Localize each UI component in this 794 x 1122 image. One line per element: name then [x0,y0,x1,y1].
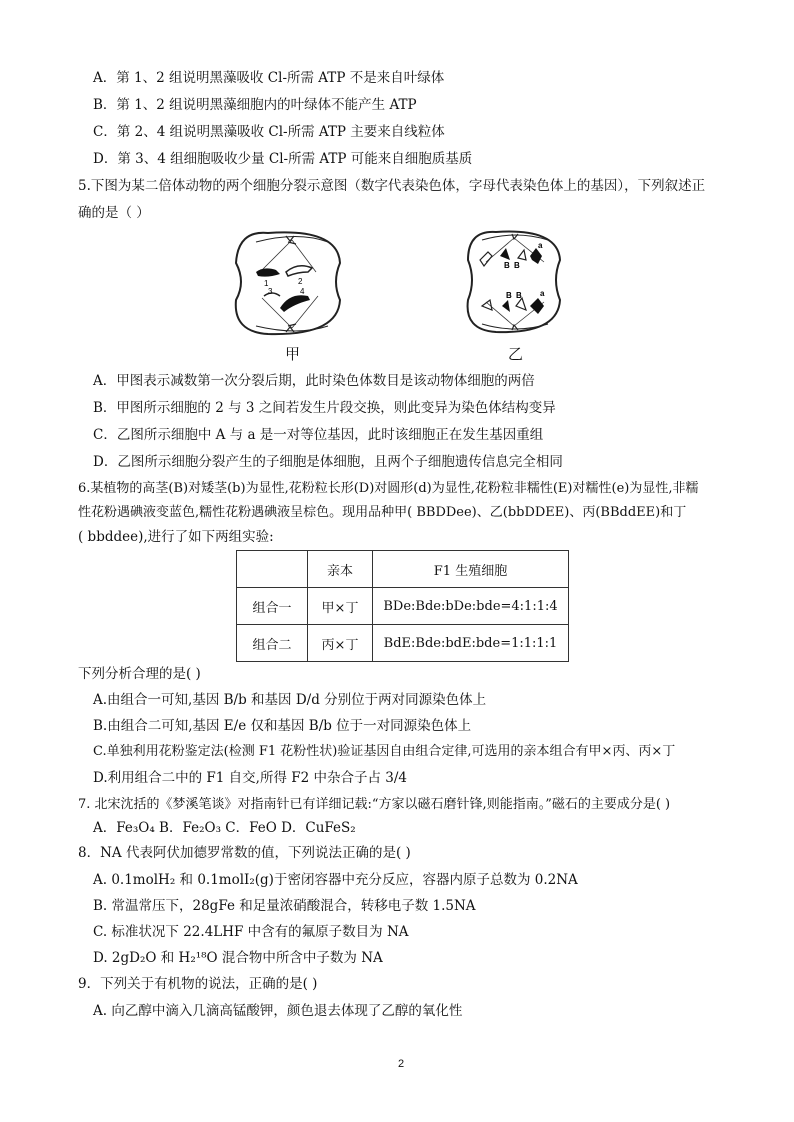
q8-option-a: A. 0.1molH₂ 和 0.1molI₂(g)于密闭容器中充分反应，容器内原子总数为 0.2NA [93,872,578,888]
figure-caption-yi: 乙 [508,345,524,363]
table-header-row [237,551,569,588]
q8-option-b: B. 常温常压下，28gFe 和足量浓硝酸混合，转移电子数 1.5NA [93,898,476,914]
table-row [237,625,569,662]
label-2: 2 [298,277,303,286]
q6-stem-line1: 6.某植物的高茎(B)对矮茎(b)为显性,花粉粒长形(D)对圆形(d)为显性,花粉粒非糯性(E)对糯性(e)为显性,非糯 [78,481,699,496]
q6-option-c: C.单独利用花粉鉴定法(检测 F1 花粉性状)验证基因自由组合定律,可选用的亲本组合有甲×丙、丙×丁 [93,744,676,759]
q4-option-a: A．第 1、2 组说明黑藻吸收 Cl-所需 ATP 不是来自叶绿体 [93,70,445,86]
q6-option-a: A.由组合一可知,基因 B/b 和基因 D/d 分别位于两对同源染色体上 [93,692,487,708]
figure-caption-jia: 甲 [285,345,301,363]
table-cell: 组合二 [237,625,308,662]
q6-stem-line2: 性花粉遇碘液变蓝色,糯性花粉遇碘液呈棕色。现用品种甲( BBDDee)、乙(bbDDEE)、丙(BBddEE)和丁 [78,505,687,520]
q4-option-b: B．第 1、2 组说明黑藻细胞内的叶绿体不能产生 ATP [93,97,417,113]
table-row [237,588,569,625]
label-a-lower: a [540,289,545,298]
label-b-lower-2: B [516,291,522,300]
table-header-cell: F1 生殖细胞 [373,551,569,588]
q8-option-d: D. 2gD₂O 和 H₂¹⁸O 混合物中所含中子数为 NA [93,950,383,966]
q6-option-d: D.利用组合二中的 F1 自交,所得 F2 中杂合子占 3/4 [93,770,408,786]
label-4: 4 [300,287,305,296]
q5-option-b: B．甲图所示细胞的 2 与 3 之间若发生片段交换，则此变异为染色体结构变异 [93,400,556,416]
cell-division-figure-jia [228,228,358,340]
label-a-upper: a [538,241,543,250]
q8-stem: 8．NA 代表阿伏加德罗常数的值，下列说法正确的是( ) [78,845,411,861]
q4-option-d: D．第 3、4 组细胞吸收少量 Cl-所需 ATP 可能来自细胞质基质 [93,151,473,167]
table-cell: BDe:Bde:bDe:bde=4:1:1:4 [373,588,569,625]
table-header-cell: 亲本 [308,551,373,588]
cell-division-figure-yi [460,226,572,338]
page-number: 2 [398,1058,405,1070]
label-b-lower-1: B [506,291,512,300]
q6-stem-line3: ( bbddee),进行了如下两组实验: [78,529,274,545]
f1-gamete-table [236,550,569,662]
q7-options: A．Fe₃O₄ B．Fe₂O₃ C．FeO D．CuFeS₂ [93,820,356,836]
table-cell: 丙×丁 [308,625,373,662]
q8-option-c: C. 标准状况下 22.4LHF 中含有的氟原子数目为 NA [93,924,409,940]
table-header-cell [237,551,308,588]
table-cell: BdE:Bde:bdE:bde=1:1:1:1 [373,625,569,662]
q9-option-a: A. 向乙醇中滴入几滴高锰酸钾，颜色退去体现了乙醇的氧化性 [93,1003,463,1019]
q5-stem-line2: 确的是（ ） [78,205,150,221]
q9-stem: 9．下列关于有机物的说法，正确的是( ) [78,976,318,992]
q5-stem-line1: 5.下图为某二倍体动物的两个细胞分裂示意图（数字代表染色体，字母代表染色体上的基因），下列叙述正 [78,178,706,194]
label-3: 3 [268,287,273,296]
q5-option-c: C．乙图所示细胞中 A 与 a 是一对等位基因，此时该细胞正在发生基因重组 [93,427,544,443]
q7-stem: 7. 北宋沈括的《梦溪笔谈》对指南针已有详细记载:“方家以磁石磨针锋,则能指南。”磁石的主要成分是( ) [78,797,671,812]
q4-option-c: C．第 2、4 组说明黑藻吸收 Cl-所需 ATP 主要来自线粒体 [93,124,445,140]
label-b-upper-2: B [514,261,520,270]
q5-option-d: D．乙图所示细胞分裂产生的子细胞是体细胞，且两个子细胞遗传信息完全相同 [93,454,563,470]
label-b-upper-1: B [504,261,510,270]
table-cell: 甲×丁 [308,588,373,625]
q5-option-a: A．甲图表示减数第一次分裂后期，此时染色体数目是该动物体细胞的两倍 [93,373,535,389]
label-1: 1 [264,279,269,288]
q6-ask: 下列分析合理的是( ) [78,666,201,682]
q6-option-b: B.由组合二可知,基因 E/e 仅和基因 B/b 位于一对同源染色体上 [93,718,472,734]
table-cell: 组合一 [237,588,308,625]
